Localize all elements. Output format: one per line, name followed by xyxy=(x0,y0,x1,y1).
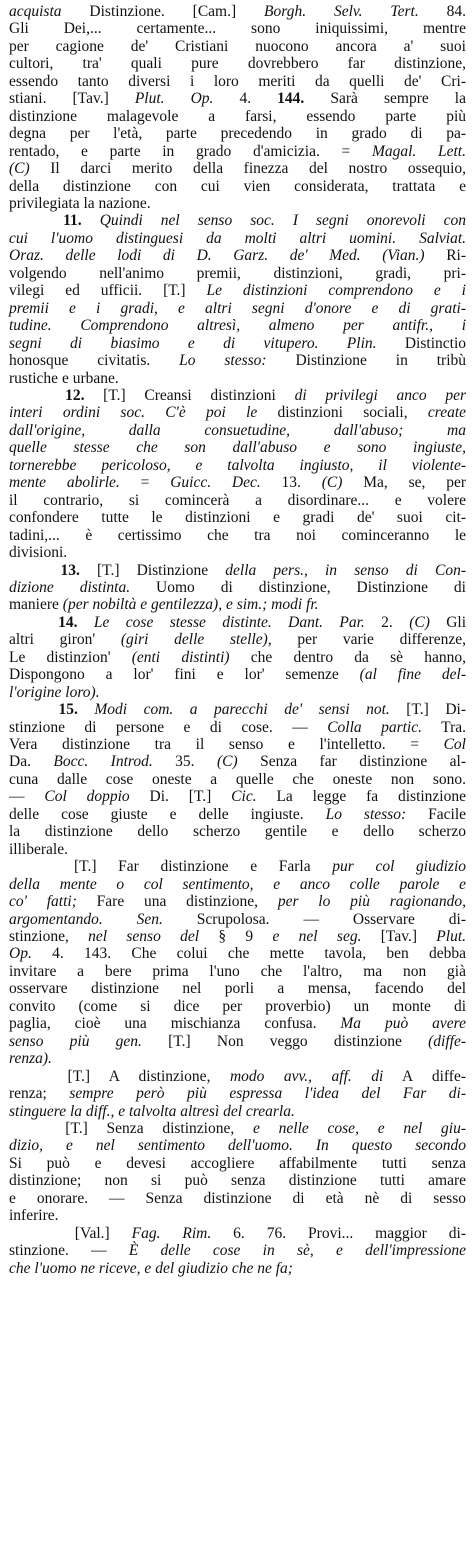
text-line: [T.] Senza distinzione, e nelle cose, e nel giu- xyxy=(9,1120,467,1137)
text-line: della distinzione con cui vien considerata, trattata e xyxy=(9,177,466,195)
text-line: Op. 4. 143. Che colui che mette tavola, ben debba xyxy=(9,945,466,963)
text-line: divisioni. xyxy=(9,544,68,562)
text-line: stinzione. — È delle cose in sè, e dell'impressione xyxy=(9,1242,466,1260)
text-line: Le distinzion' (enti distinti) che dentro da sè hanno, xyxy=(9,648,466,666)
text-line: convito (come si dice per proverbio) un monte di xyxy=(9,997,466,1015)
text-line: dizio, e nel sentimento dell'uomo. In questo secondo xyxy=(9,1137,466,1155)
text-line: degna per l'età, parte precedendo in grado di pa- xyxy=(9,125,466,143)
text-line: volgendo nell'animo premii, distinzioni, gradi, pri- xyxy=(9,264,466,282)
text-line: acquista Distinzione. [Cam.] Borgh. Selv. Tert. 84. xyxy=(9,3,467,20)
text-line: confondere tutte le distinzioni e gradi de' suoi cit- xyxy=(9,509,466,527)
text-line: Si può e devesi accogliere affabilmente tutti senza xyxy=(9,1154,466,1172)
text-line: stinzione, nel senso del § 9 e nel seg. [Tav.] Plut. xyxy=(9,928,467,946)
text-line: essendo tanto diversi i loro meriti da quelli de' Cri- xyxy=(9,72,466,90)
text-line: 14. Le cose stesse distinte. Dant. Par. 2. (C) Gli xyxy=(58,613,467,631)
text-line: 12. [T.] Creansi distinzioni di privilegi anco per xyxy=(65,386,467,404)
text-line: stinguere la diff., e talvolta altresì del crearla. xyxy=(9,1102,295,1120)
text-line: 11. Quindi nel senso soc. I segni onorevoli con xyxy=(63,212,467,230)
text-line: argomentando. Sen. Scrupolosa. — Osservare di- xyxy=(9,910,466,928)
text-line: cultori, tra' quali pure dovrebbero far distinzione, xyxy=(9,55,466,73)
text-line: honosque civitatis. Lo stesso: Distinzione in tribù xyxy=(9,352,466,370)
text-line: il contrario, si comincerà a disordinare... e volere xyxy=(9,491,466,509)
text-line: distinzione; non si può senza distinzione tutti amare xyxy=(9,1172,466,1190)
text-line: paglia, cioè una mischianza confusa. Ma può avere xyxy=(9,1015,466,1033)
text-line: tudine. Comprendono altresì, almeno per antifr., i xyxy=(9,317,466,335)
text-line: la distinzione dello scherzo gentile e dello scherzo xyxy=(9,823,466,841)
text-line: dizione distinta. Uomo di distinzione, Distinzione di xyxy=(9,578,466,596)
text-line: renza). xyxy=(9,1050,52,1068)
text-line: che l'uomo ne riceve, e del giudizio che ne fa; xyxy=(9,1259,293,1277)
text-line: renza; sempre però più espressa l'idea del Far di- xyxy=(9,1085,467,1103)
text-line: della mente o col sentimento, e anco colle parole e xyxy=(9,875,466,893)
text-line: [Val.] Fag. Rim. 6. 76. Provi... maggior di- xyxy=(9,1224,466,1242)
text-line: delle cose giuste e delle ingiuste. Lo stesso: Facile xyxy=(9,805,466,823)
text-line: interi ordini soc. C'è poi le distinzioni sociali, create xyxy=(9,404,467,422)
text-line: per cagione de' Cristiani nuocono ancora a' suoi xyxy=(9,37,466,55)
text-line: cuna dalle cose oneste a quelle che oneste non sono. xyxy=(9,770,466,788)
text-line: vilegi ed ufficii. [T.] Le distinzioni comprendono e i xyxy=(9,282,466,300)
text-line: Gli Dei,... certamente... sono iniquissimi, mentre xyxy=(9,20,466,38)
text-line: osservare distinzione nel porli a mensa, facendo del xyxy=(9,980,466,998)
text-line: Vera distinzione tra il senso e l'intelletto. = Col xyxy=(9,736,466,754)
text-line: Da. Bocc. Introd. 35. (C) Senza far distinzione al- xyxy=(9,753,467,771)
text-line: stinzione di persone e di cose. — Colla partic. Tra. xyxy=(9,718,466,736)
text-line: Dispongono a lor' fini e lor' semenze (al fine del- xyxy=(9,666,466,684)
text-line: 13. [T.] Distinzione della pers., in senso di Con- xyxy=(60,561,467,579)
text-line: tornerebbe pericoloso, e talvolta ingiusto, il violente- xyxy=(9,456,466,474)
text-line: maniere (per nobiltà e gentilezza), e sim.; modi fr. xyxy=(9,596,319,614)
text-line: distinzione malagevole a farsi, essendo parte più xyxy=(9,107,466,125)
text-line: stiani. [Tav.] Plut. Op. 4. 144. Sarà sempre la xyxy=(9,90,466,108)
text-line: privilegiata la nazione. xyxy=(9,194,151,212)
text-line: rentado, e parte in grado d'amicizia. = Magal. Lett. xyxy=(9,142,466,160)
text-line: tadini,... è certissimo che tra noi cominceranno le xyxy=(9,526,466,544)
text-line: illiberale. xyxy=(9,840,68,858)
text-line: premii e i gradi, e altri segni d'onore e di grati- xyxy=(9,299,466,317)
text-line: [T.] Far distinzione e Farla pur col giudizio xyxy=(9,858,467,876)
text-line: senso più gen. [T.] Non veggo distinzione (diffe- xyxy=(9,1032,466,1050)
text-line: (C) Il darci merito della finezza del nostro ossequio, xyxy=(9,160,466,178)
text-line: dall'origine, dalla consuetudine, dall'abuso; ma xyxy=(9,421,466,439)
text-line: Oraz. delle lodi di D. Garz. de' Med. (Vian.) Ri- xyxy=(9,247,466,265)
text-line: invitare a bere prima l'uno che l'altro, ma non già xyxy=(9,962,466,980)
text-line: rustiche e urbane. xyxy=(9,369,119,387)
text-line: e onorare. — Senza distinzione di età nè di sesso xyxy=(9,1189,466,1207)
text-line: altri giron' (giri delle stelle), per varie differenze, xyxy=(9,631,466,649)
text-line: inferire. xyxy=(9,1207,59,1225)
text-line: segni di biasimo e di vitupero. Plin. Distinctio xyxy=(9,334,466,352)
text-line: mente abolirle. = Guicc. Dec. 13. (C) Ma, se, per xyxy=(9,474,467,492)
text-line: [T.] A distinzione, modo avv., aff. di A diffe- xyxy=(9,1067,466,1085)
text-line: 15. Modi com. a parecchi de' sensi not. [T.] Di- xyxy=(58,701,466,719)
text-line: — Col doppio Di. [T.] Cic. La legge fa distinzione xyxy=(9,788,466,806)
text-line: co' fatti; Fare una distinzione, per lo più ragionando, xyxy=(9,893,466,911)
text-line: cui l'uomo distinguesi da molti altri uomini. Salviat. xyxy=(9,229,466,247)
text-line: quelle stesse che son dall'abuso e sono ingiuste, xyxy=(9,439,466,457)
text-line: l'origine loro). xyxy=(9,683,100,701)
